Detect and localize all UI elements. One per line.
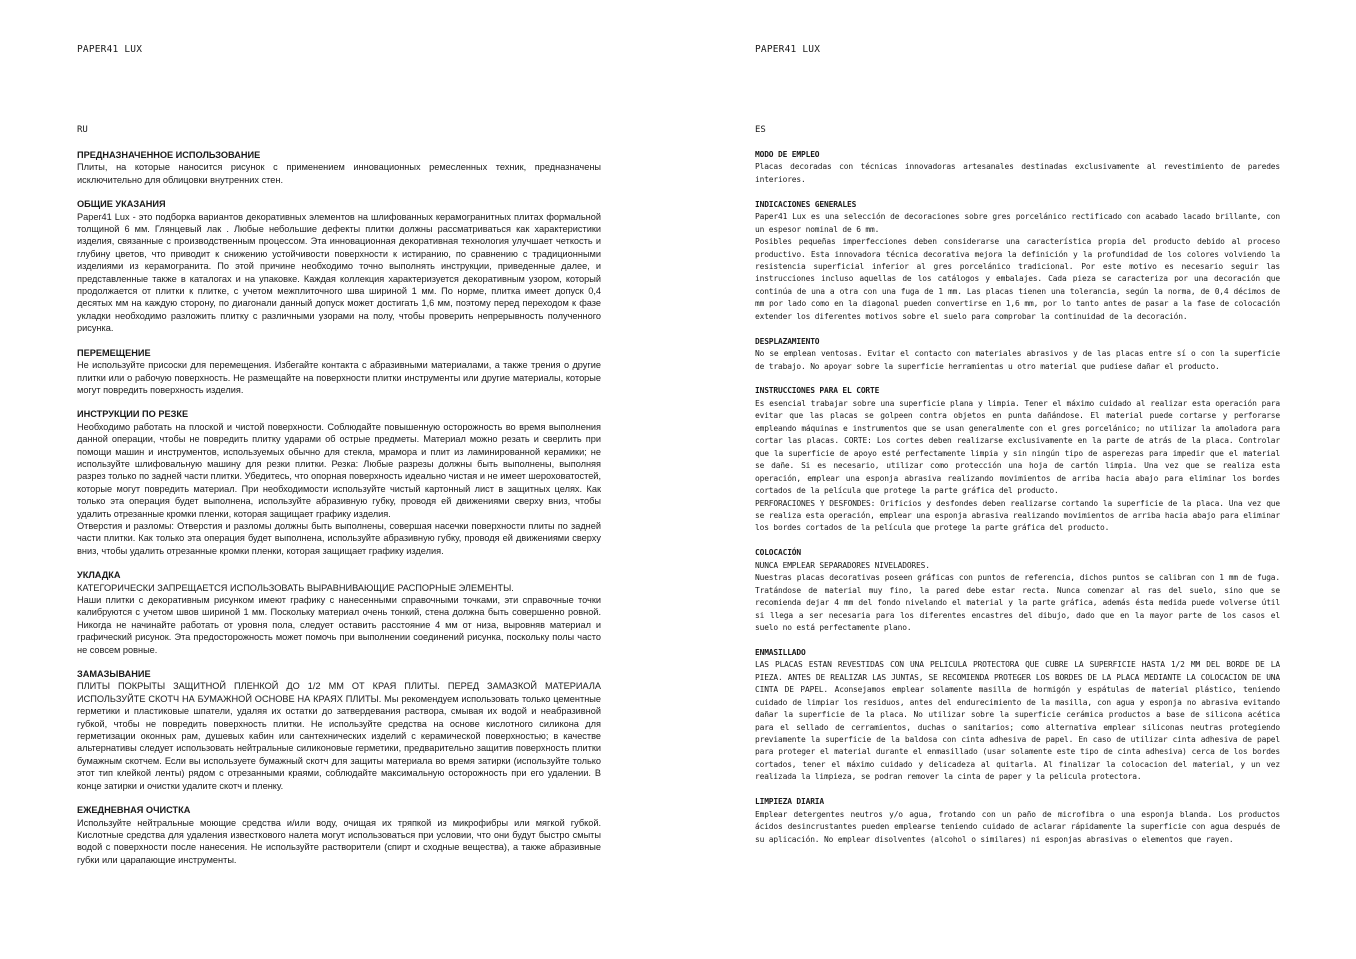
section-laying [77,569,601,656]
section-intended-use [755,149,1280,186]
section-paragraph: No se emplean ventosas. Evitar el contacto con materiales abrasivos y de las placas entre sí o con la superficie de trabajo. No apoyar sobre la superficie herramientas u otro material que pudiese dañar el producto. [755,349,1280,371]
section-paragraph: LAS PLACAS ESTAN REVESTIDAS CON UNA PELICULA PROTECTORA QUE CUBRE LA SUPERFICIE HASTA 1/2 MM DEL BORDE DE LA PIEZA. ANTES DE REALIZAR LAS JUNTAS, SE RECOMIENDA PROTEGER LOS BORDES DE LA PLACA MEDIANTE LA COLOCACION DE UNA CINTA DE PAPEL. Aconsejamos emplear solamente masilla de hormigón y espátulas de material plástico, teniendo cuidado de limpiar los residuos, antes del endurecimiento de la masilla, con agua y esponja no abrasiva evitando dañar la superficie de la placa. No utilizar sobre la superficie cerámica productos a base de silicona acética para el sellado de cerramientos, duchas o sanitarios; como alternativa emplear siliconas neutras protegiendo previamente la superficie de la baldosa con cinta adhesiva de papel. En caso de utilizar cinta adhesiva de papel para proteger el material durante el enmasillado (usar solamente este tipo de cinta adhesiva) cerca de los bordes cortados, tener el máximo cuidado y delicadeza al quitarla. Al finalizar la colocacion del material, y un vez realizada la limpieza, se podran remover la cinta de paper y la pelicula protectora. [755,660,1280,782]
section-cutting [755,385,1280,534]
section-heading: ПЕРЕМЕЩЕНИЕ [77,347,151,358]
brand-title: PAPER41 LUX [77,44,143,55]
section-paragraph: Плиты, на которые наносится рисунок с применением инновационных ремесленных техник, предназначены исключительно для облицовки внутренних стен. [77,162,601,185]
instructions-body [755,149,1280,858]
section-handling [755,336,1280,373]
brand-title: PAPER41 LUX [755,44,821,55]
section-paragraph: Placas decoradas con técnicas innovadoras artesanales destinadas exclusivamente al revestimiento de paredes interiores. [755,162,1280,184]
section-heading: ПРЕДНАЗНАЧЕННОЕ ИСПОЛЬЗОВАНИЕ [77,150,261,160]
language-code: ES [755,125,766,135]
section-heading: LIMPIEZA DIARIA [755,797,825,807]
section-heading: MODO DE EMPLEO [755,150,820,159]
section-heading: ENMASILLADO [755,647,806,657]
instructions-body [77,149,601,878]
section-paragraph: Paper41 Lux - это подборка вариантов декоративных элементов на шлифованных керамогранитных плитах формальной толщиной 6 мм. Глянцевый лак . Любые небольшие дефекты плитки должны рассматриваться как характеристики изделия, связанные с производственным процессом. Эта инновационная декоративная технология улучшает четкость и глубину цветов, что приводит к снижению устойчивости поверхности к истиранию, по сравнению с традиционными изделиями из керамогранита. По этой причине необходимо точно выполнять инструкции, приведенные далее, и представленные также в каталогах и на упаковке. Каждая коллекция характеризуется декоративным узором, который продолжается от плитки к плитке, с учетом межплиточного шва шириной 1 мм. По норме, плитка имеет допуск 0,4 десятых мм на каждую сторону, по диагонали данный допуск может достигать 1,6 мм, поэтому перед переходом к фазе укладки необходимо разложить плитку с различными узорами на полу, чтобы проверить непрерывность полученного рисунка. [77,211,601,334]
section-heading: COLOCACIÓN [755,548,802,558]
section-heading: ИНСТРУКЦИИ ПО РЕЗКЕ [77,409,189,420]
section-paragraph: КАТЕГОРИЧЕСКИ ЗАПРЕЩАЕТСЯ ИСПОЛЬЗОВАТЬ ВЫРАВНИВАЮЩИЕ РАСПОРНЫЕ ЭЛЕМЕНТЫ. [77,582,514,593]
section-laying [755,547,1280,634]
section-intended-use [77,149,601,186]
section-cleaning [77,804,601,866]
right-page [678,0,1356,959]
section-paragraph: NUNCA EMPLEAR SEPARADORES NIVELADORES. [755,560,930,570]
section-cleaning [755,796,1280,846]
section-paragraph: Paper41 Lux es una selección de decoraciones sobre gres porcelánico rectificado con acabado lacado brillante, con un espesor nominal de 6 mm. [755,212,1280,234]
section-heading: DESPLAZAMIENTO [755,336,820,346]
section-handling [77,347,601,397]
section-paragraph: Используйте нейтральные моющие средства и/или воду, очищая их тряпкой из микрофибры или мягкой губкой. Кислотные средства для удаления известкового налета могут использоваться при условии, что они будут быстро смыты водой с поверхности после нанесения. Не используйте растворители (спирт и сходные вещества), а также абразивные губки или царапающие инструменты. [77,817,601,865]
section-heading: ЕЖЕДНЕВНАЯ ОЧИСТКА [77,805,191,816]
section-paragraph: ПЛИТЫ ПОКРЫТЫ ЗАЩИТНОЙ ПЛЕНКОЙ ДО 1/2 ММ ОТ КРАЯ ПЛИТЫ. ПЕРЕД ЗАМАЗКОЙ МАТЕРИАЛА ИСПОЛЬЗУЙТЕ СКОТЧ НА БУМАЖНОЙ ОСНОВЕ НА КРАЯХ ПЛИТЫ. Мы рекомендуем использовать только цементные герметики и пластиковые шпатели, удаляя их остатки до затвердевания раствора, смывая их водой и неабразивной губкой, чтобы не повредить поверхность плитки. Не используйте средства на основе кислотного силикона для герметизации оконных рам, душевых кабин или сантехнических изделий с керамической поверхностью; в качестве альтернативы следует использовать нейтральные силиконовые герметики, предварительно защитив поверхность плитки бумажным скотчем. Если вы используете бумажный скотч для защиты материала во время затирки (используйте только этот тип клейкой ленты) рядом с отрезанными краями, соблюдайте максимальную осторожность при его удалении. В конце затирки и очистки удалите скотч и пленку. [77,681,601,791]
section-paragraph: Nuestras placas decorativas poseen gráficas con puntos de referencia, dichos puntos se calibran con 1 mm de fuga. Tratándose de material muy fino, la pared debe estar recta. Nunca comenzar al ras del suelo, sino que se recomienda dejar 4 mm del fondo nivelando el material y la parte gráfica, además ésta medida puede volverse útil si llega a ser necesaria para los diferentes encastres del dibujo, dado que en la mayor parte de los casos el suelo no está perfectamente plano. [755,573,1280,632]
section-paragraph: Не используйте присоски для перемещения. Избегайте контакта с абразивными материалами, а также трения о другие плитки или о рабочую поверхность. Не размещайте на поверхности плитки инструменты или другие материалы, которые могут повредить поверхность изделия. [77,360,601,395]
section-heading: ЗАМАЗЫВАНИЕ [77,669,151,680]
section-paragraph: Es esencial trabajar sobre una superficie plana y limpia. Tener el máximo cuidado al realizar esta operación para evitar que las placas se golpeen contra objetos en punta dañándose. El material puede cortarse y perforarse empleando máquinas e instrumentos que se usan generalmente con el gres porcelánico; no utilizar la amoladora para cortar las placas. CORTE: Los cortes deben realizarse exclusivamente en la parte de atrás de la placa. Controlar que la superficie de apoyo esté perfectamente limpia y sin ningún tipo de asperezas para impedir que el material se dañe. Si es necesario, utilizar como protección una hoja de cartón limpia. Una vez que se realiza esta operación, emplear una esponja abrasiva realizando movimientos de arriba hacia abajo para eliminar los bordes cortados de la película que protege la parte gráfica del producto. [755,398,1280,496]
section-paragraph: Posibles pequeñas imperfecciones deben considerarse una característica propia del producto debido al proceso productivo. Esta innovadora técnica decorativa mejora la definición y la profundidad de los colores volviendo la resistencia superficial inferior al gres porcelánico tradicional. Por este motivo es necesario seguir las instrucciones incluso aquellas de los catálogos y embalajes. Cada pieza se caracteriza por una decoración que continúa de una a otra con una fuga de 1 mm. Las placas tienen una tolerancia, según la norma, de 0,4 décimos de mm por lado como en la diagonal pueden convertirse en 1,6 mm, por lo tanto antes de pasar a la fase de colocación extender los diferentes motivos sobre el suelo para comprobar la continuidad de la decoración. [755,237,1280,321]
section-paragraph: Наши плитки с декоративным рисунком имеют графику с нанесенными справочными точками, эти справочные точки калибруются с учетом швов шириной 1 мм. Поскольку материал очень тонкий, стена должна быть совершенно ровной. Никогда не начинайте работать от уровня пола, следует оставить расстояние 4 мм от низа, выровняв материал и графический рисунок. Эта предосторожность может помочь при выполнении соединений рисунка, поскольку полы часто не совсем ровные. [77,595,601,655]
section-general [77,198,601,334]
section-paragraph: Необходимо работать на плоской и чистой поверхности. Соблюдайте повышенную осторожность во время выполнения данной операции, чтобы не повредить плитку ударами об острые предметы. Материал можно резать и сверлить при помощи машин и инструментов, используемых обычно для стекла, мрамора и плит из ламинированной керамики; не используйте шлифовальную машину для резки плитки. Резка: Любые разрезы должны быть выполнены, выполняя разрез только по задней части плитки. Убедитесь, что опорная поверхность идеально чистая и не имеет шероховатостей, которые могут повредить материал. При необходимости используйте чистый картонный лист в защитных целях. Как только эта операция будет выполнена, используйте абразивную губку, проводя ей движениями сверху вниз, чтобы удалить отрезанные кромки пленки, которая защищает графику изделия. [77,421,601,519]
section-heading: ОБЩИЕ УКАЗАНИЯ [77,199,166,210]
language-code: RU [77,125,88,135]
section-heading: INSTRUCCIONES PARA EL CORTE [755,386,880,396]
section-grouting [77,668,601,792]
section-cutting [77,408,601,557]
section-paragraph: PERFORACIONES Y DESFONDES: Orificios y desfondes deben realizarse cortando la superficie de la placa. Una vez que se realiza esta operación, emplear una esponja abrasiva realizando movimientos de arriba hacia abajo para eliminar los bordes cortados de la película que protege la parte gráfica del producto. [755,498,1280,533]
section-paragraph: Emplear detergentes neutros y/o agua, frotando con un paño de microfibra o una esponja blanda. Los productos ácidos desincrustantes pueden emplearse teniendo cuidado de aclarar rápidamente la superficie con agua después de su aplicación. No emplear disolventes (alcohol o similares) ni esponjas abrasivas o elementos que rayen. [755,809,1280,844]
section-heading: УКЛАДКА [77,570,121,581]
section-paragraph: Отверстия и разломы: Отверстия и разломы должны быть выполнены, совершая насечки поверхности плиты по задней части плитки. Как только эта операция будет выполнена, используйте абразивную губку, проводя ей движениями сверху вниз, чтобы удалить отрезанные кромки пленки, которая защищает графику изделия. [77,520,601,556]
section-heading: INDICACIONES GENERALES [755,199,857,209]
section-grouting [755,647,1280,784]
section-general [755,199,1280,324]
